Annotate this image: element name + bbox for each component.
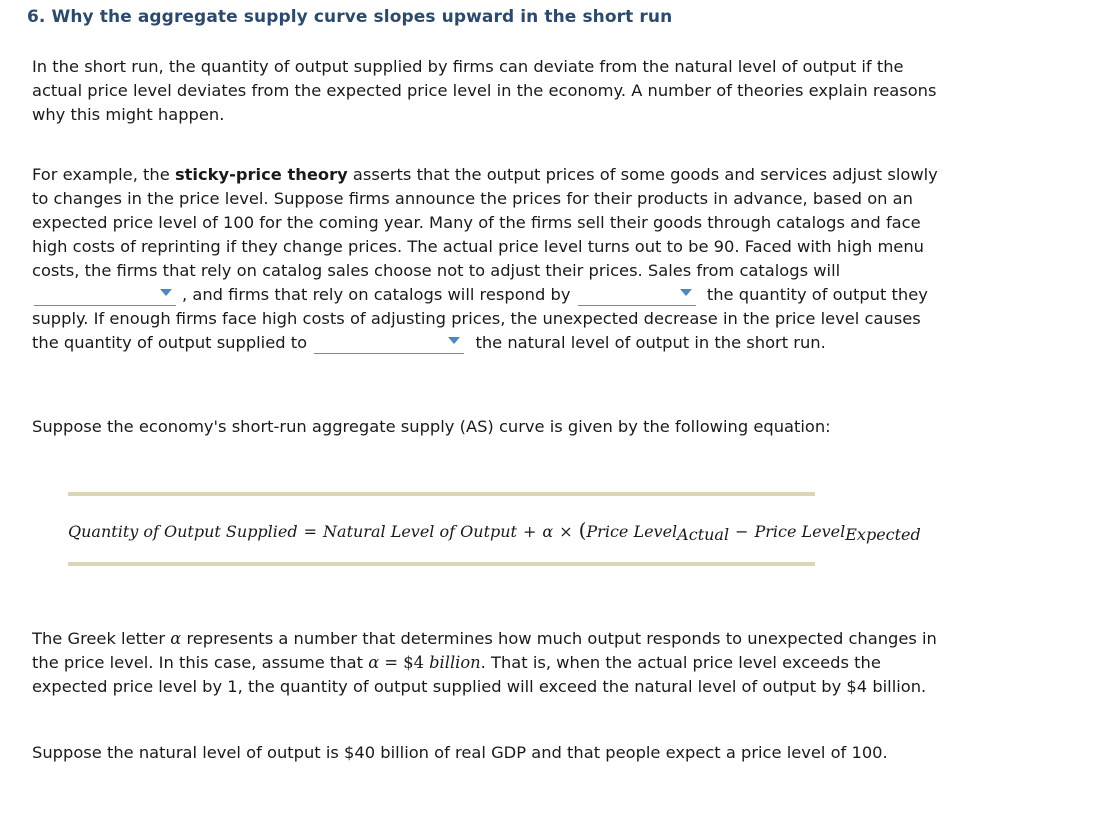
- output-vs-natural-dropdown[interactable]: [314, 333, 464, 354]
- alpha-text-3: . That is, when the actual price level exceeds the expected price level by 1, the quantity of output supplied will exceed the natural level of output by $4 billion.: [32, 653, 927, 696]
- equation-top-rule: [68, 492, 815, 496]
- catalog-sales-dropdown[interactable]: [34, 285, 176, 306]
- as-equation: [68, 518, 921, 544]
- eq-plus: +: [522, 522, 537, 541]
- eq-open-paren: (: [578, 518, 587, 542]
- alpha-value: $4: [403, 653, 424, 672]
- alpha-text-1: The Greek letter: [32, 629, 166, 648]
- alpha-unit: billion: [429, 653, 481, 672]
- eq-price-level-expected: Price Level: [754, 522, 846, 541]
- eq-lhs: Quantity of Output Supplied: [68, 522, 298, 541]
- eq-sub-actual: Actual: [677, 525, 730, 544]
- alpha-symbol-eq: α: [368, 653, 380, 672]
- alpha-text-2: represents a number that determines how much output responds to unexpected changes in the price level. In this case, assume that: [32, 629, 937, 672]
- firm-response-dropdown[interactable]: [578, 285, 696, 306]
- alpha-paragraph: [32, 627, 947, 699]
- eq-price-level-actual: Price Level: [586, 522, 678, 541]
- sticky-price-paragraph: [32, 163, 947, 355]
- sticky-intro-text: For example, the: [32, 165, 175, 184]
- dropdown-arrow-icon: [160, 289, 172, 296]
- eq-equals: =: [303, 522, 318, 541]
- sticky-text-2: , and firms that rely on catalogs will respond by: [182, 285, 571, 304]
- question-heading: 6. Why the aggregate supply curve slopes upward in the short run: [27, 7, 673, 27]
- eq-alpha: α: [542, 522, 554, 541]
- alpha-symbol: α: [170, 629, 182, 648]
- sticky-price-term: sticky-price theory: [174, 165, 348, 184]
- eq-minus: −: [735, 522, 749, 541]
- eq-natural: Natural Level of Output: [323, 522, 517, 541]
- as-curve-intro: Suppose the economy's short-run aggregate supply (AS) curve is given by the following equation:: [32, 417, 831, 436]
- intro-paragraph: In the short run, the quantity of output supplied by firms can deviate from the natural level of output if the actual price level deviates from the expected price level in the economy. A number of theories explain reasons why this might happen.: [32, 57, 937, 124]
- dropdown-arrow-icon: [680, 289, 692, 296]
- alpha-eq-sign: =: [384, 653, 399, 672]
- eq-sub-expected: Expected: [845, 525, 921, 544]
- sticky-text-3: the quantity of output they supply. If enough firms face high costs of adjusting prices, the unexpected decrease in the price level causes the quantity of output supplied to: [32, 285, 928, 352]
- equation-bottom-rule: [68, 562, 815, 566]
- natural-output-paragraph: Suppose the natural level of output is $40 billion of real GDP and that people expect a price level of 100.: [32, 743, 888, 762]
- eq-times: ×: [559, 522, 573, 541]
- sticky-text-4: the natural level of output in the short run.: [475, 333, 826, 352]
- sticky-text-1: asserts that the output prices of some goods and services adjust slowly to changes in the price level. Suppose firms announce the prices for their products in advance, based on an expected price level of 100 for the coming year. Many of the firms sell their goods through catalogs and face high costs of reprinting if they change prices. The actual price level turns out to be 90. Faced with high menu costs, the firms that rely on catalog sales choose not to adjust their prices. Sales from catalogs will: [32, 165, 938, 280]
- dropdown-arrow-icon: [448, 337, 460, 344]
